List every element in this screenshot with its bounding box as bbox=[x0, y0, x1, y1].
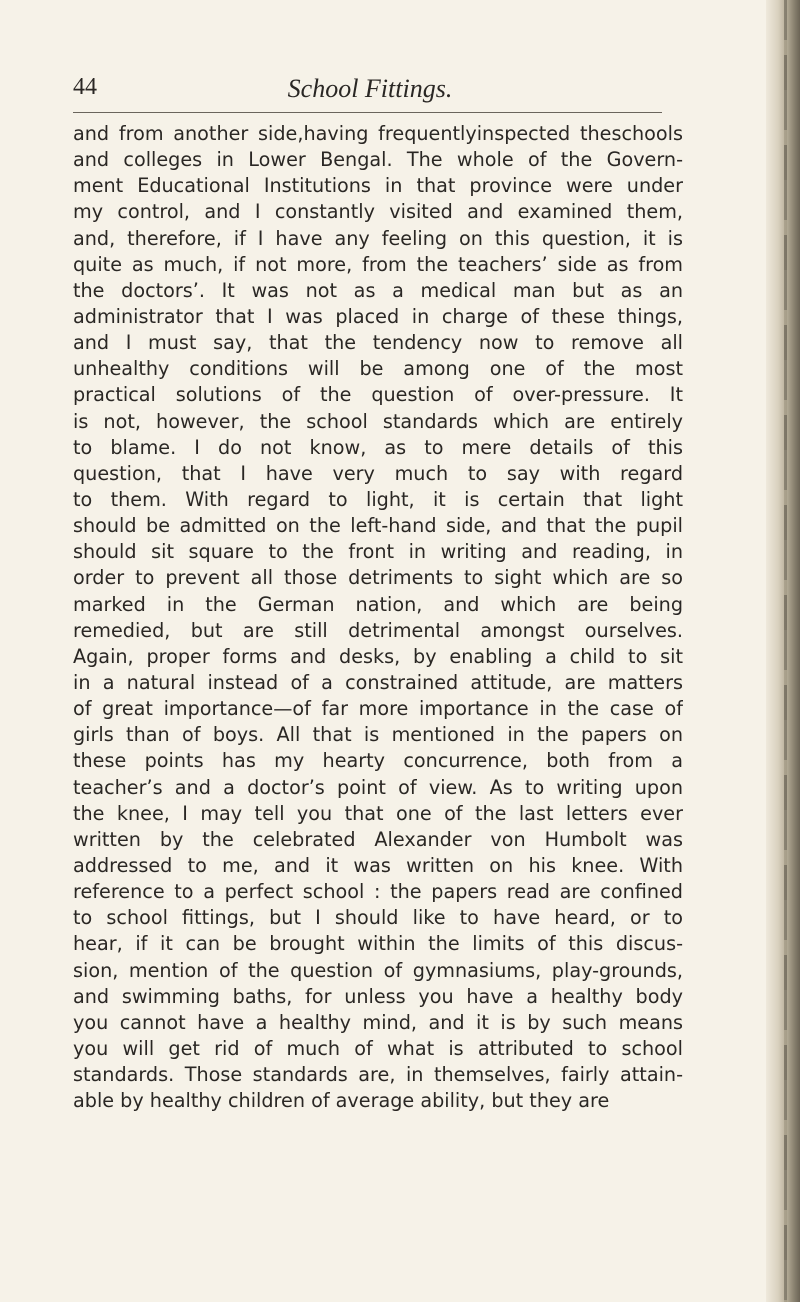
text-line: and swimming baths, for unless you have a healthy body bbox=[73, 984, 683, 1008]
text-line: of great importance—of far more importance in the case of bbox=[73, 697, 683, 721]
text-line: is not, however, the school standards which are entirely bbox=[73, 409, 683, 433]
text-line: the doctors’. It was not as a medical man but as an bbox=[73, 278, 683, 302]
text-line: written by the celebrated Alexander von Humbolt was bbox=[73, 827, 683, 851]
page-number: 44 bbox=[73, 74, 97, 100]
text-line: unhealthy conditions will be among one of the most bbox=[73, 357, 683, 381]
text-line: Again, proper forms and desks, by enabling a child to sit bbox=[73, 644, 683, 668]
text-line: should sit square to the front in writing and reading, in bbox=[73, 540, 683, 564]
text-line: to school fittings, but I should like to have heard, or to bbox=[73, 906, 683, 930]
text-line: to them. With regard to light, it is certain that light bbox=[73, 487, 683, 511]
text-line: reference to a perfect school : the papers read are confined bbox=[73, 880, 683, 904]
text-line: question, that I have very much to say with regard bbox=[73, 461, 683, 485]
header-rule bbox=[73, 112, 662, 113]
body-text bbox=[73, 121, 683, 1114]
text-line: and colleges in Lower Bengal. The whole of the Govern- bbox=[73, 148, 683, 172]
text-line: girls than of boys. All that is mentioned in the papers on bbox=[73, 723, 683, 747]
running-title: School Fittings. bbox=[287, 74, 453, 103]
text-line: my control, and I constantly visited and examined them, bbox=[73, 200, 683, 224]
text-line: ment Educational Institutions in that province were under bbox=[73, 174, 683, 198]
text-line: the knee, I may tell you that one of the last letters ever bbox=[73, 801, 683, 825]
text-line: these points has my hearty concurrence, both from a bbox=[73, 749, 683, 773]
text-line: teacher’s and a doctor’s point of view. As to writing upon bbox=[73, 775, 683, 799]
text-line: to blame. I do not know, as to mere details of this bbox=[73, 435, 683, 459]
page-edge-shadow bbox=[766, 0, 800, 1302]
text-line: remedied, but are still detrimental amongst ourselves. bbox=[73, 618, 683, 642]
text-line: addressed to me, and it was written on his knee. With bbox=[73, 853, 683, 877]
page-header bbox=[0, 74, 800, 104]
text-line: and from another side,having frequentlyinspected theschools bbox=[73, 122, 683, 145]
text-line: practical solutions of the question of over-pressure. It bbox=[73, 383, 683, 407]
text-line: you will get rid of much of what is attributed to school bbox=[73, 1036, 683, 1060]
text-line: and, therefore, if I have any feeling on this question, it is bbox=[73, 226, 683, 250]
text-line: order to prevent all those detriments to sight which are so bbox=[73, 566, 683, 590]
text-line: and I must say, that the tendency now to remove all bbox=[73, 331, 683, 355]
text-line: sion, mention of the question of gymnasiums, play-grounds, bbox=[73, 958, 683, 982]
text-line: should be admitted on the left-hand side, and that the pupil bbox=[73, 514, 683, 538]
text-line: marked in the German nation, and which are being bbox=[73, 592, 683, 616]
text-line: in a natural instead of a constrained attitude, are matters bbox=[73, 670, 683, 694]
text-line: standards. Those standards are, in themselves, fairly attain- bbox=[73, 1063, 683, 1087]
text-line: able by healthy children of average ability, but they are bbox=[73, 1089, 610, 1113]
text-line: administrator that I was placed in charge of these things, bbox=[73, 304, 683, 328]
text-line: you cannot have a healthy mind, and it is by such means bbox=[73, 1010, 683, 1034]
text-line: hear, if it can be brought within the limits of this discus- bbox=[73, 932, 683, 956]
text-line: quite as much, if not more, from the teachers’ side as from bbox=[73, 252, 683, 276]
